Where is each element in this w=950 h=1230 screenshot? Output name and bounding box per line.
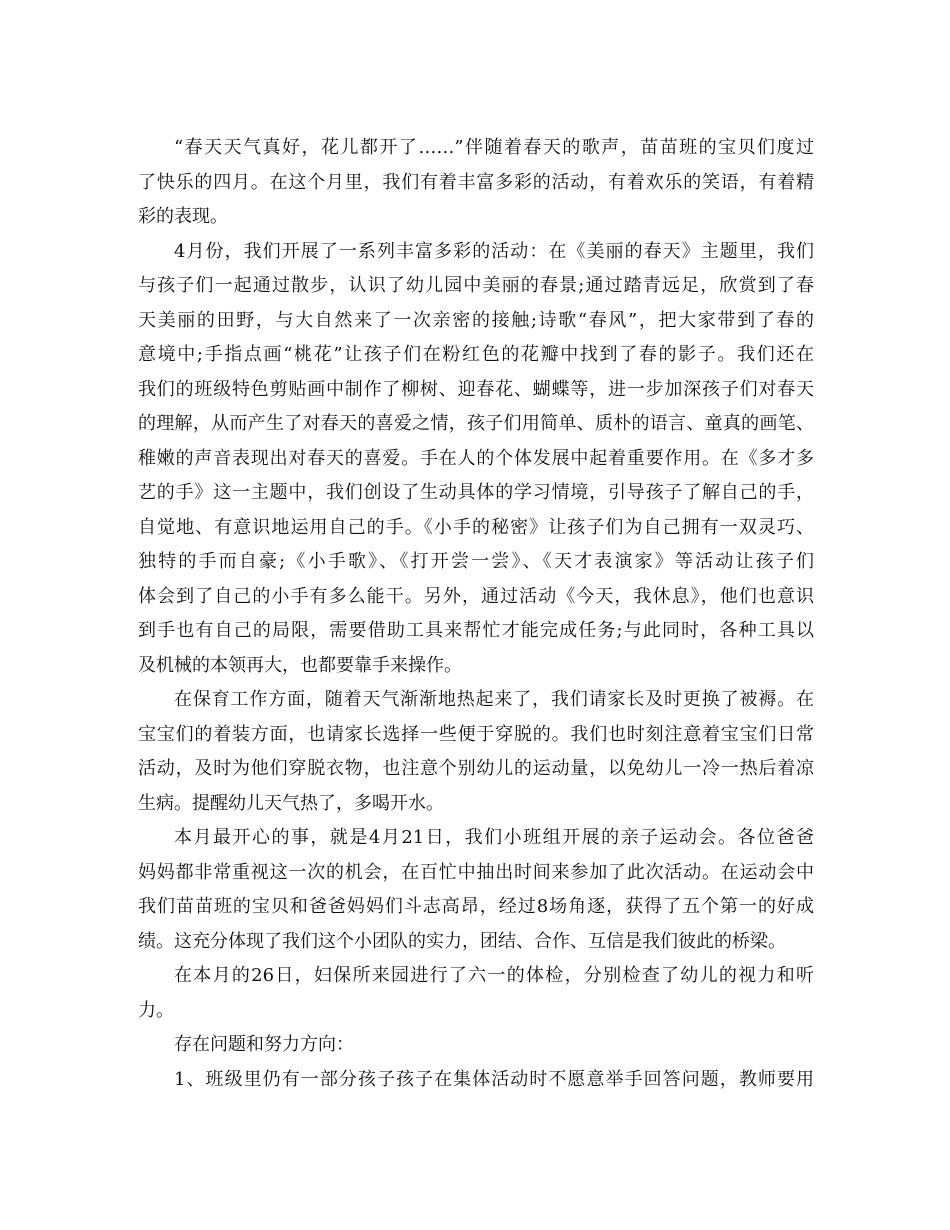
text-line: 力。 — [138, 999, 174, 1021]
text-line: 在本月的26日，妇保所来园进行了六一的体检，分别检查了幼儿的视力和听 — [174, 965, 814, 986]
text-line: 生病。提醒幼儿天气热了，多喝开水。 — [138, 792, 444, 814]
text-line: 自觉地、有意识地运用自己的手。《小手的秘密》让孩子们为自己拥有一双灵巧、 — [138, 516, 814, 538]
text-line: 天美丽的田野，与大自然来了一次亲密的接触;诗歌“春风”，把大家带到了春的 — [138, 309, 814, 331]
paragraph — [138, 1028, 814, 1063]
text-line: 意境中;手指点画“桃花”让孩子们在粉红色的花瓣中找到了春的影子。我们还在 — [138, 344, 814, 365]
text-line: 妈妈都非常重视这一次的机会，在百忙中抽出时间来参加了此次活动。在运动会中 — [138, 861, 814, 883]
paragraph — [138, 959, 814, 1028]
text-line: 的理解，从而产生了对春天的喜爱之情，孩子们用简单、质朴的语言、童真的画笔、 — [138, 413, 814, 434]
text-line: “春天天气真好，花儿都开了……”伴随着春天的歌声，苗苗班的宝贝们度过 — [174, 137, 814, 158]
text-line: 本月最开心的事，就是4月21日，我们小班组开展的亲子运动会。各位爸爸 — [174, 827, 814, 848]
paragraph — [138, 235, 814, 684]
text-line: 体会到了自己的小手有多么能干。另外，通过活动《今天，我休息》，他们也意识 — [138, 585, 814, 607]
paragraph — [138, 131, 814, 235]
paragraph — [138, 683, 814, 821]
text-line: 宝宝们的着装方面，也请家长选择一些便于穿脱的。我们也时刻注意着宝宝们日常 — [138, 723, 814, 745]
text-line: 活动，及时为他们穿脱衣物，也注意个别幼儿的运动量，以免幼儿一冷一热后着凉 — [138, 758, 814, 779]
paragraph — [138, 821, 814, 959]
text-line: 艺的手》这一主题中，我们创设了生动具体的学习情境，引导孩子了解自己的手， — [138, 482, 814, 503]
text-line: 我们的班级特色剪贴画中制作了柳树、迎春花、蝴蝶等，进一步加深孩子们对春天 — [138, 378, 814, 400]
text-line: 与孩子们一起通过散步，认识了幼儿园中美丽的春景;通过踏青远足，欣赏到了春 — [138, 275, 814, 296]
text-line: 1、班级里仍有一部分孩子孩子在集体活动时不愿意举手回答问题，教师要用 — [174, 1068, 814, 1090]
text-line: 我们苗苗班的宝贝和爸爸妈妈们斗志高昂，经过8场角逐，获得了五个第一的好成 — [138, 896, 814, 917]
text-line: 稚嫩的声音表现出对春天的喜爱。手在人的个体发展中起着重要作用。在《多才多 — [138, 447, 814, 469]
text-line: 到手也有自己的局限，需要借助工具来帮忙才能完成任务;与此同时，各种工具以 — [138, 620, 814, 641]
text-line: 4月份，我们开展了一系列丰富多彩的活动：在《美丽的春天》主题里，我们 — [174, 240, 814, 262]
text-line: 在保育工作方面，随着天气渐渐地热起来了，我们请家长及时更换了被褥。在 — [174, 689, 814, 710]
text-line: 独特的手而自豪;《小手歌》、《打开尝一尝》、《天才表演家》等活动让孩子们 — [138, 551, 814, 572]
text-line: 了快乐的四月。在这个月里，我们有着丰富多彩的活动，有着欢乐的笑语，有着精 — [138, 171, 814, 193]
paragraph — [138, 1063, 814, 1098]
text-line: 存在问题和努力方向： — [174, 1034, 354, 1055]
text-line: 及机械的本领再大，也都要靠手来操作。 — [138, 654, 462, 676]
document-body — [138, 131, 814, 1097]
text-line: 彩的表现。 — [138, 206, 228, 227]
text-line: 绩。这充分体现了我们这个小团队的实力，团结、合作、互信是我们彼此的桥梁。 — [138, 930, 786, 952]
